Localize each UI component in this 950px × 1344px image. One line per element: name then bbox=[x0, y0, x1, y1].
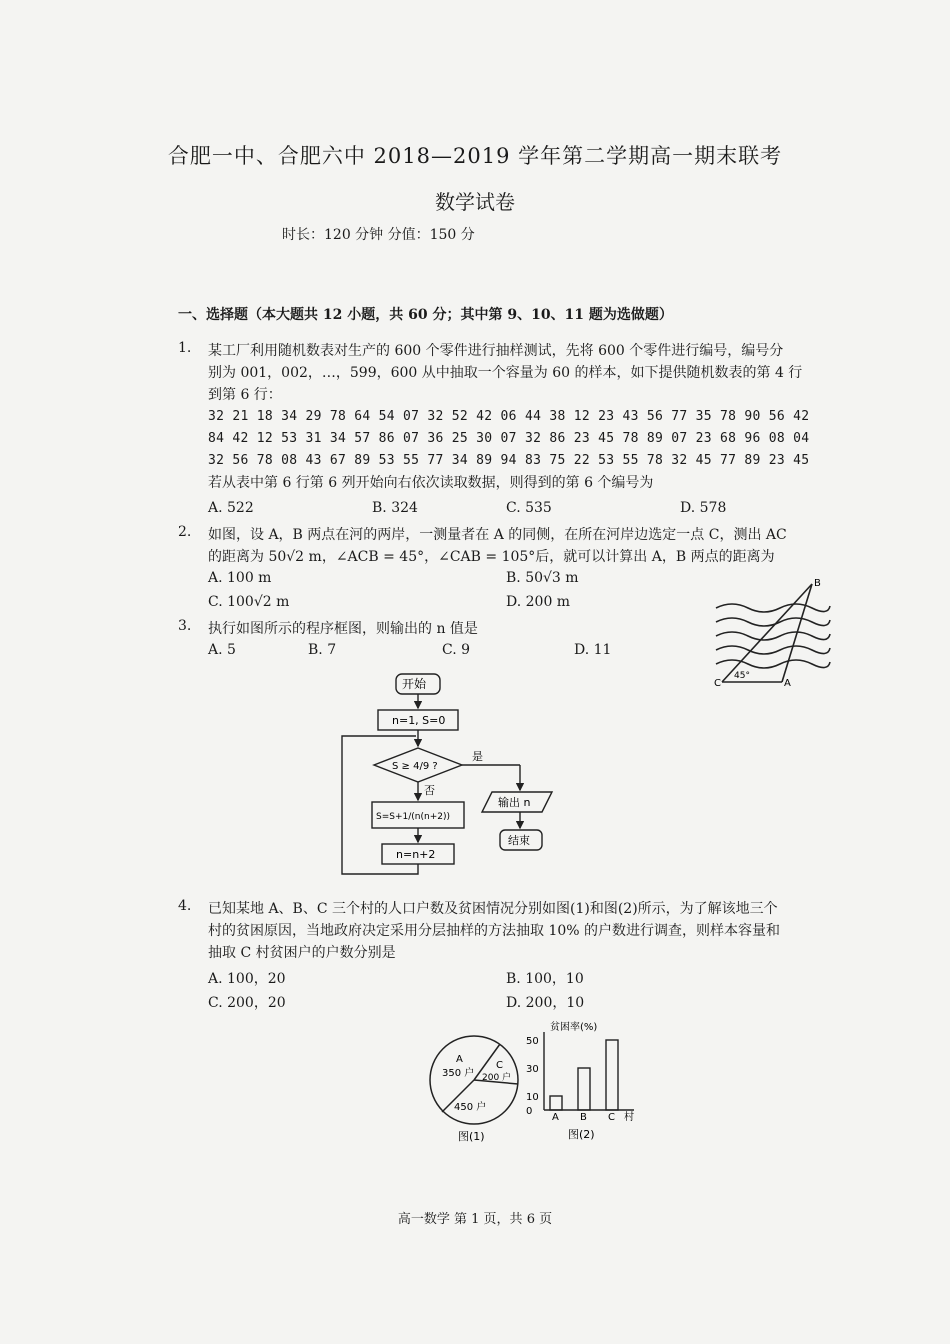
q1-line4: 若从表中第 6 行第 6 列开始向右依次读取数据，则得到的第 6 个编号为 bbox=[208, 475, 654, 491]
q1-line3: 到第 6 行： bbox=[208, 387, 282, 403]
chart-xlabel: 村 bbox=[624, 1112, 634, 1123]
q1-body bbox=[208, 340, 878, 494]
q1-row5: 84 42 12 53 31 34 57 86 07 36 25 30 07 32 86 23 45 78 89 07 23 68 96 08 04 bbox=[208, 431, 810, 446]
q2-line1: 如图，设 A，B 两点在河的两岸，一测量者在 A 的同侧，在所在河岸边选定一点 C，测出 AC bbox=[208, 527, 787, 543]
bar-c bbox=[606, 1040, 618, 1110]
flow-update: S=S+1/(n(n+2)) bbox=[376, 812, 450, 822]
page-footer: 高一数学 第 1 页，共 6 页 bbox=[397, 1212, 553, 1227]
river-angle: 45° bbox=[734, 671, 750, 681]
q4-option-a: A. 100，20 bbox=[208, 971, 286, 987]
q3-option-a: A. 5 bbox=[208, 642, 236, 658]
q1-row4: 32 21 18 34 29 78 64 54 07 32 52 42 06 44 38 12 23 43 56 77 35 78 90 56 42 bbox=[208, 409, 810, 424]
pie-caption: 图(1) bbox=[458, 1130, 485, 1143]
x-tick-b: B bbox=[580, 1112, 587, 1123]
q1-option-d: D. 578 bbox=[680, 500, 727, 516]
chart-ytitle: 贫困率(%) bbox=[550, 1022, 598, 1033]
q4-body bbox=[208, 898, 878, 964]
pie-label-a: A bbox=[456, 1054, 463, 1065]
q4-option-c: C. 200，20 bbox=[208, 995, 286, 1011]
y-tick-0: 0 bbox=[526, 1106, 533, 1117]
q4-number: 4. bbox=[178, 898, 192, 914]
y-tick-50: 50 bbox=[526, 1036, 539, 1047]
q1-line2: 别为 001，002，…，599，600 从中抽取一个容量为 60 的样本，如下提供随机数表的第 4 行 bbox=[208, 365, 803, 381]
bar-a bbox=[550, 1096, 562, 1110]
q1-option-b: B. 324 bbox=[372, 500, 418, 516]
flow-no: 否 bbox=[424, 784, 435, 797]
pie-value-a: 350 户 bbox=[442, 1068, 475, 1079]
river-point-c: C bbox=[714, 678, 721, 688]
poverty-bar-chart bbox=[522, 1018, 652, 1148]
flow-end: 结束 bbox=[508, 834, 530, 847]
q4-line3: 抽取 C 村贫困户的户数分别是 bbox=[208, 945, 396, 961]
q3-option-c: C. 9 bbox=[442, 642, 471, 658]
y-tick-30: 30 bbox=[526, 1064, 539, 1075]
q1-number: 1. bbox=[178, 340, 192, 356]
exam-subtitle: 数学试卷 bbox=[435, 190, 515, 214]
river-point-a: A bbox=[784, 678, 791, 688]
q4-line2: 村的贫困原因，当地政府决定采用分层抽样的方法抽取 10% 的户数进行调查，则样本容量和 bbox=[208, 923, 781, 939]
chart-caption: 图(2) bbox=[568, 1128, 595, 1141]
section-heading: 一、选择题（本大题共 12 小题，共 60 分；其中第 9、10、11 题为选做题） bbox=[178, 307, 673, 323]
exam-meta: 时长：120 分钟 分值：150 分 bbox=[282, 227, 475, 243]
pie-value-b: 450 户 bbox=[454, 1102, 487, 1113]
flow-increment: n=n+2 bbox=[396, 848, 436, 861]
river-point-b: B bbox=[814, 578, 821, 589]
q1-option-c: C. 535 bbox=[506, 500, 552, 516]
q2-option-a: A. 100 m bbox=[208, 570, 272, 586]
flow-start: 开始 bbox=[402, 677, 427, 691]
q2-option-b: B. 50√3 m bbox=[506, 570, 579, 586]
q3-line1: 执行如图所示的程序框图，则输出的 n 值是 bbox=[208, 621, 478, 637]
flow-init: n=1, S=0 bbox=[392, 714, 446, 727]
q3-number: 3. bbox=[178, 618, 192, 634]
q1-line1: 某工厂利用随机数表对生产的 600 个零件进行抽样测试，先将 600 个零件进行编号，编号分 bbox=[208, 343, 784, 359]
q4-line1: 已知某地 A、B、C 三个村的人口户数及贫困情况分别如图(1)和图(2)所示，为了解该地三个 bbox=[208, 901, 778, 917]
q3-option-d: D. 11 bbox=[574, 642, 612, 658]
flow-condition: S ≥ 4/9 ? bbox=[392, 761, 438, 772]
flow-output: 输出 n bbox=[498, 796, 531, 809]
flow-yes: 是 bbox=[472, 750, 483, 763]
y-tick-10: 10 bbox=[526, 1092, 539, 1103]
exam-title: 合肥一中、合肥六中 2018—2019 学年第二学期高一期末联考 bbox=[167, 144, 783, 168]
q2-body bbox=[208, 524, 878, 568]
q2-line2: 的距离为 50√2 m，∠ACB = 45°，∠CAB = 105°后，就可以计算出 A，B 两点的距离为 bbox=[208, 549, 775, 565]
q1-row6: 32 56 78 08 43 67 89 53 55 77 34 89 94 83 75 22 53 55 78 32 45 77 89 23 45 bbox=[208, 453, 810, 468]
q4-option-d: D. 200，10 bbox=[506, 995, 585, 1011]
pie-value-c: 200 户 bbox=[482, 1073, 512, 1083]
flowchart bbox=[336, 670, 576, 880]
population-pie bbox=[424, 1030, 528, 1146]
q4-option-b: B. 100，10 bbox=[506, 971, 584, 987]
q2-number: 2. bbox=[178, 524, 192, 540]
q1-option-a: A. 522 bbox=[208, 500, 254, 516]
q2-option-d: D. 200 m bbox=[506, 594, 571, 610]
x-tick-a: A bbox=[552, 1112, 559, 1123]
q3-option-b: B. 7 bbox=[308, 642, 337, 658]
q2-option-c: C. 100√2 m bbox=[208, 594, 290, 610]
pie-label-c: C bbox=[496, 1060, 503, 1071]
x-tick-c: C bbox=[608, 1112, 615, 1123]
bar-b bbox=[578, 1068, 590, 1110]
